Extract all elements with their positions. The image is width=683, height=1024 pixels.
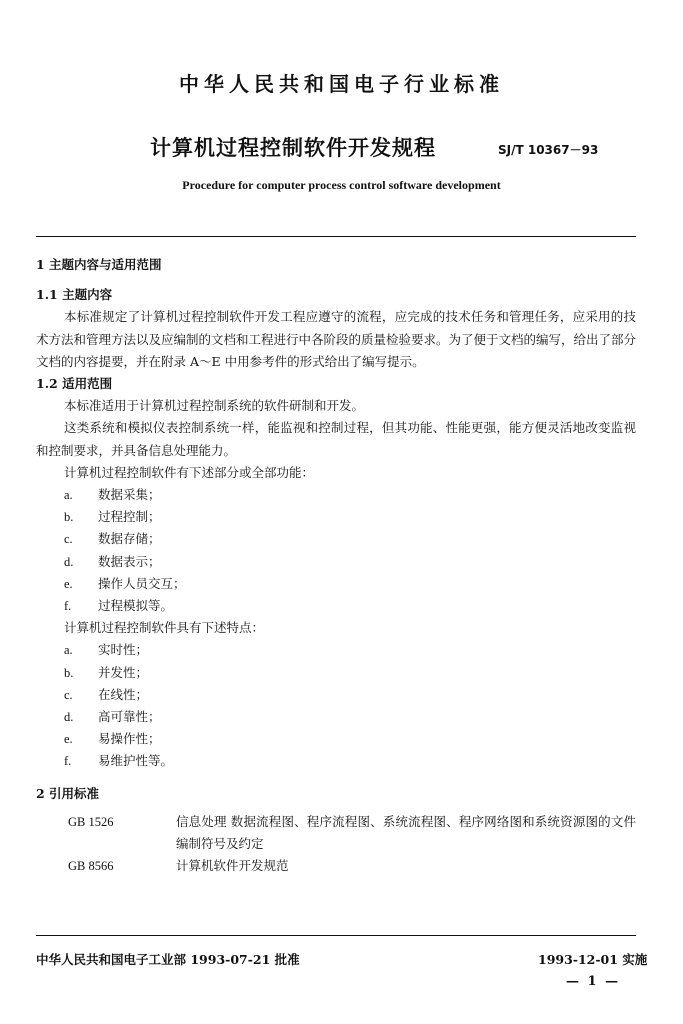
list-item-label: c. xyxy=(64,687,73,702)
list-item-text: 过程模拟等。 xyxy=(98,598,174,614)
document-body xyxy=(36,254,636,877)
list-item xyxy=(36,506,636,528)
list-item xyxy=(36,728,636,750)
list-item-label: b. xyxy=(64,510,74,525)
list-item-label: f. xyxy=(64,754,72,769)
list-item-label: d. xyxy=(64,710,74,725)
list-item xyxy=(36,528,636,550)
list-item-label: d. xyxy=(64,554,74,569)
list-item-text: 实时性； xyxy=(98,642,149,658)
page-number: — 1 — xyxy=(566,974,621,989)
section-1-2-heading: 1.2 适用范围 xyxy=(36,376,113,392)
section-1-2-paragraph-3: 计算机过程控制软件有下述部分或全部功能： xyxy=(64,464,315,480)
section-1-2-paragraph-1: 本标准适用于计算机过程控制系统的软件研制和开发。 xyxy=(64,398,365,414)
list-item xyxy=(36,750,636,772)
list-item xyxy=(36,684,636,706)
standard-number: SJ/T 10367－93 xyxy=(498,143,599,157)
issuing-authority-title: 中华人民共和国电子行业标准 xyxy=(179,72,504,96)
list-item-text: 过程控制； xyxy=(98,509,161,525)
list-item xyxy=(36,639,636,661)
list-item-text: 操作人员交互； xyxy=(98,575,186,591)
reference-title: 信息处理 数据流程图、程序流程图、系统流程图、程序网络图和系统资源图的文件编制符号及约定 xyxy=(176,813,636,852)
section-1-2-paragraph-2: 这类系统和模拟仪表控制系统一样，能监视和控制过程，但其功能、性能更强，能方便灵活地改变监视和控制要求，并具备信息处理能力。 xyxy=(36,420,636,458)
section-1-2-paragraph-4: 计算机过程控制软件具有下述特点： xyxy=(64,620,265,636)
header-divider xyxy=(36,236,636,237)
list-item-text: 数据存储； xyxy=(98,531,161,547)
list-item-text: 并发性； xyxy=(98,664,149,680)
effective-date: 1993-12-01 实施 xyxy=(538,952,648,967)
section-1-1-paragraph: 本标准规定了计算机过程控制软件开发工程应遵守的流程，应完成的技术任务和管理任务，应采用的技术方法和管理方法以及应编制的文档和工程进行中各阶段的质量检验要求。为了便于文档的编写，给出了部分文档的内容提要，并在附录 A～E 中用参考件的形式给出了编写提示。 xyxy=(36,309,637,369)
function-list xyxy=(36,484,636,617)
list-item xyxy=(36,662,636,684)
footer-divider xyxy=(36,935,636,936)
list-item-label: f. xyxy=(64,599,72,614)
list-item-text: 易维护性等。 xyxy=(98,753,174,769)
list-item xyxy=(36,484,636,506)
list-item-label: a. xyxy=(64,643,73,658)
english-title: Procedure for computer process control software development xyxy=(182,178,501,192)
list-item-label: c. xyxy=(64,532,73,547)
list-item xyxy=(36,706,636,728)
list-item xyxy=(36,595,636,617)
table-row xyxy=(36,855,636,877)
list-item-text: 高可靠性； xyxy=(98,709,161,725)
list-item-text: 在线性； xyxy=(98,686,149,702)
reference-code: GB 8566 xyxy=(68,859,114,874)
section-1-heading: 1 主题内容与适用范围 xyxy=(36,257,162,272)
list-item-text: 易操作性； xyxy=(98,731,161,747)
feature-list xyxy=(36,639,636,772)
list-item-label: e. xyxy=(64,576,73,591)
standard-title: 计算机过程控制软件开发规程 xyxy=(150,135,436,160)
table-row xyxy=(36,811,636,855)
reference-title: 计算机软件开发规范 xyxy=(176,858,289,874)
referenced-standards xyxy=(36,811,636,878)
section-2-heading: 2 引用标准 xyxy=(36,785,100,801)
approval-date: 中华人民共和国电子工业部 1993-07-21 批准 xyxy=(36,952,300,967)
list-item-label: a. xyxy=(64,488,73,503)
list-item-label: e. xyxy=(64,732,73,747)
list-item xyxy=(36,551,636,573)
list-item-text: 数据表示； xyxy=(98,553,161,569)
list-item-label: b. xyxy=(64,665,74,680)
section-1-1-heading: 1.1 主题内容 xyxy=(36,287,113,303)
list-item-text: 数据采集； xyxy=(98,487,161,503)
list-item xyxy=(36,573,636,595)
reference-code: GB 1526 xyxy=(68,814,114,829)
